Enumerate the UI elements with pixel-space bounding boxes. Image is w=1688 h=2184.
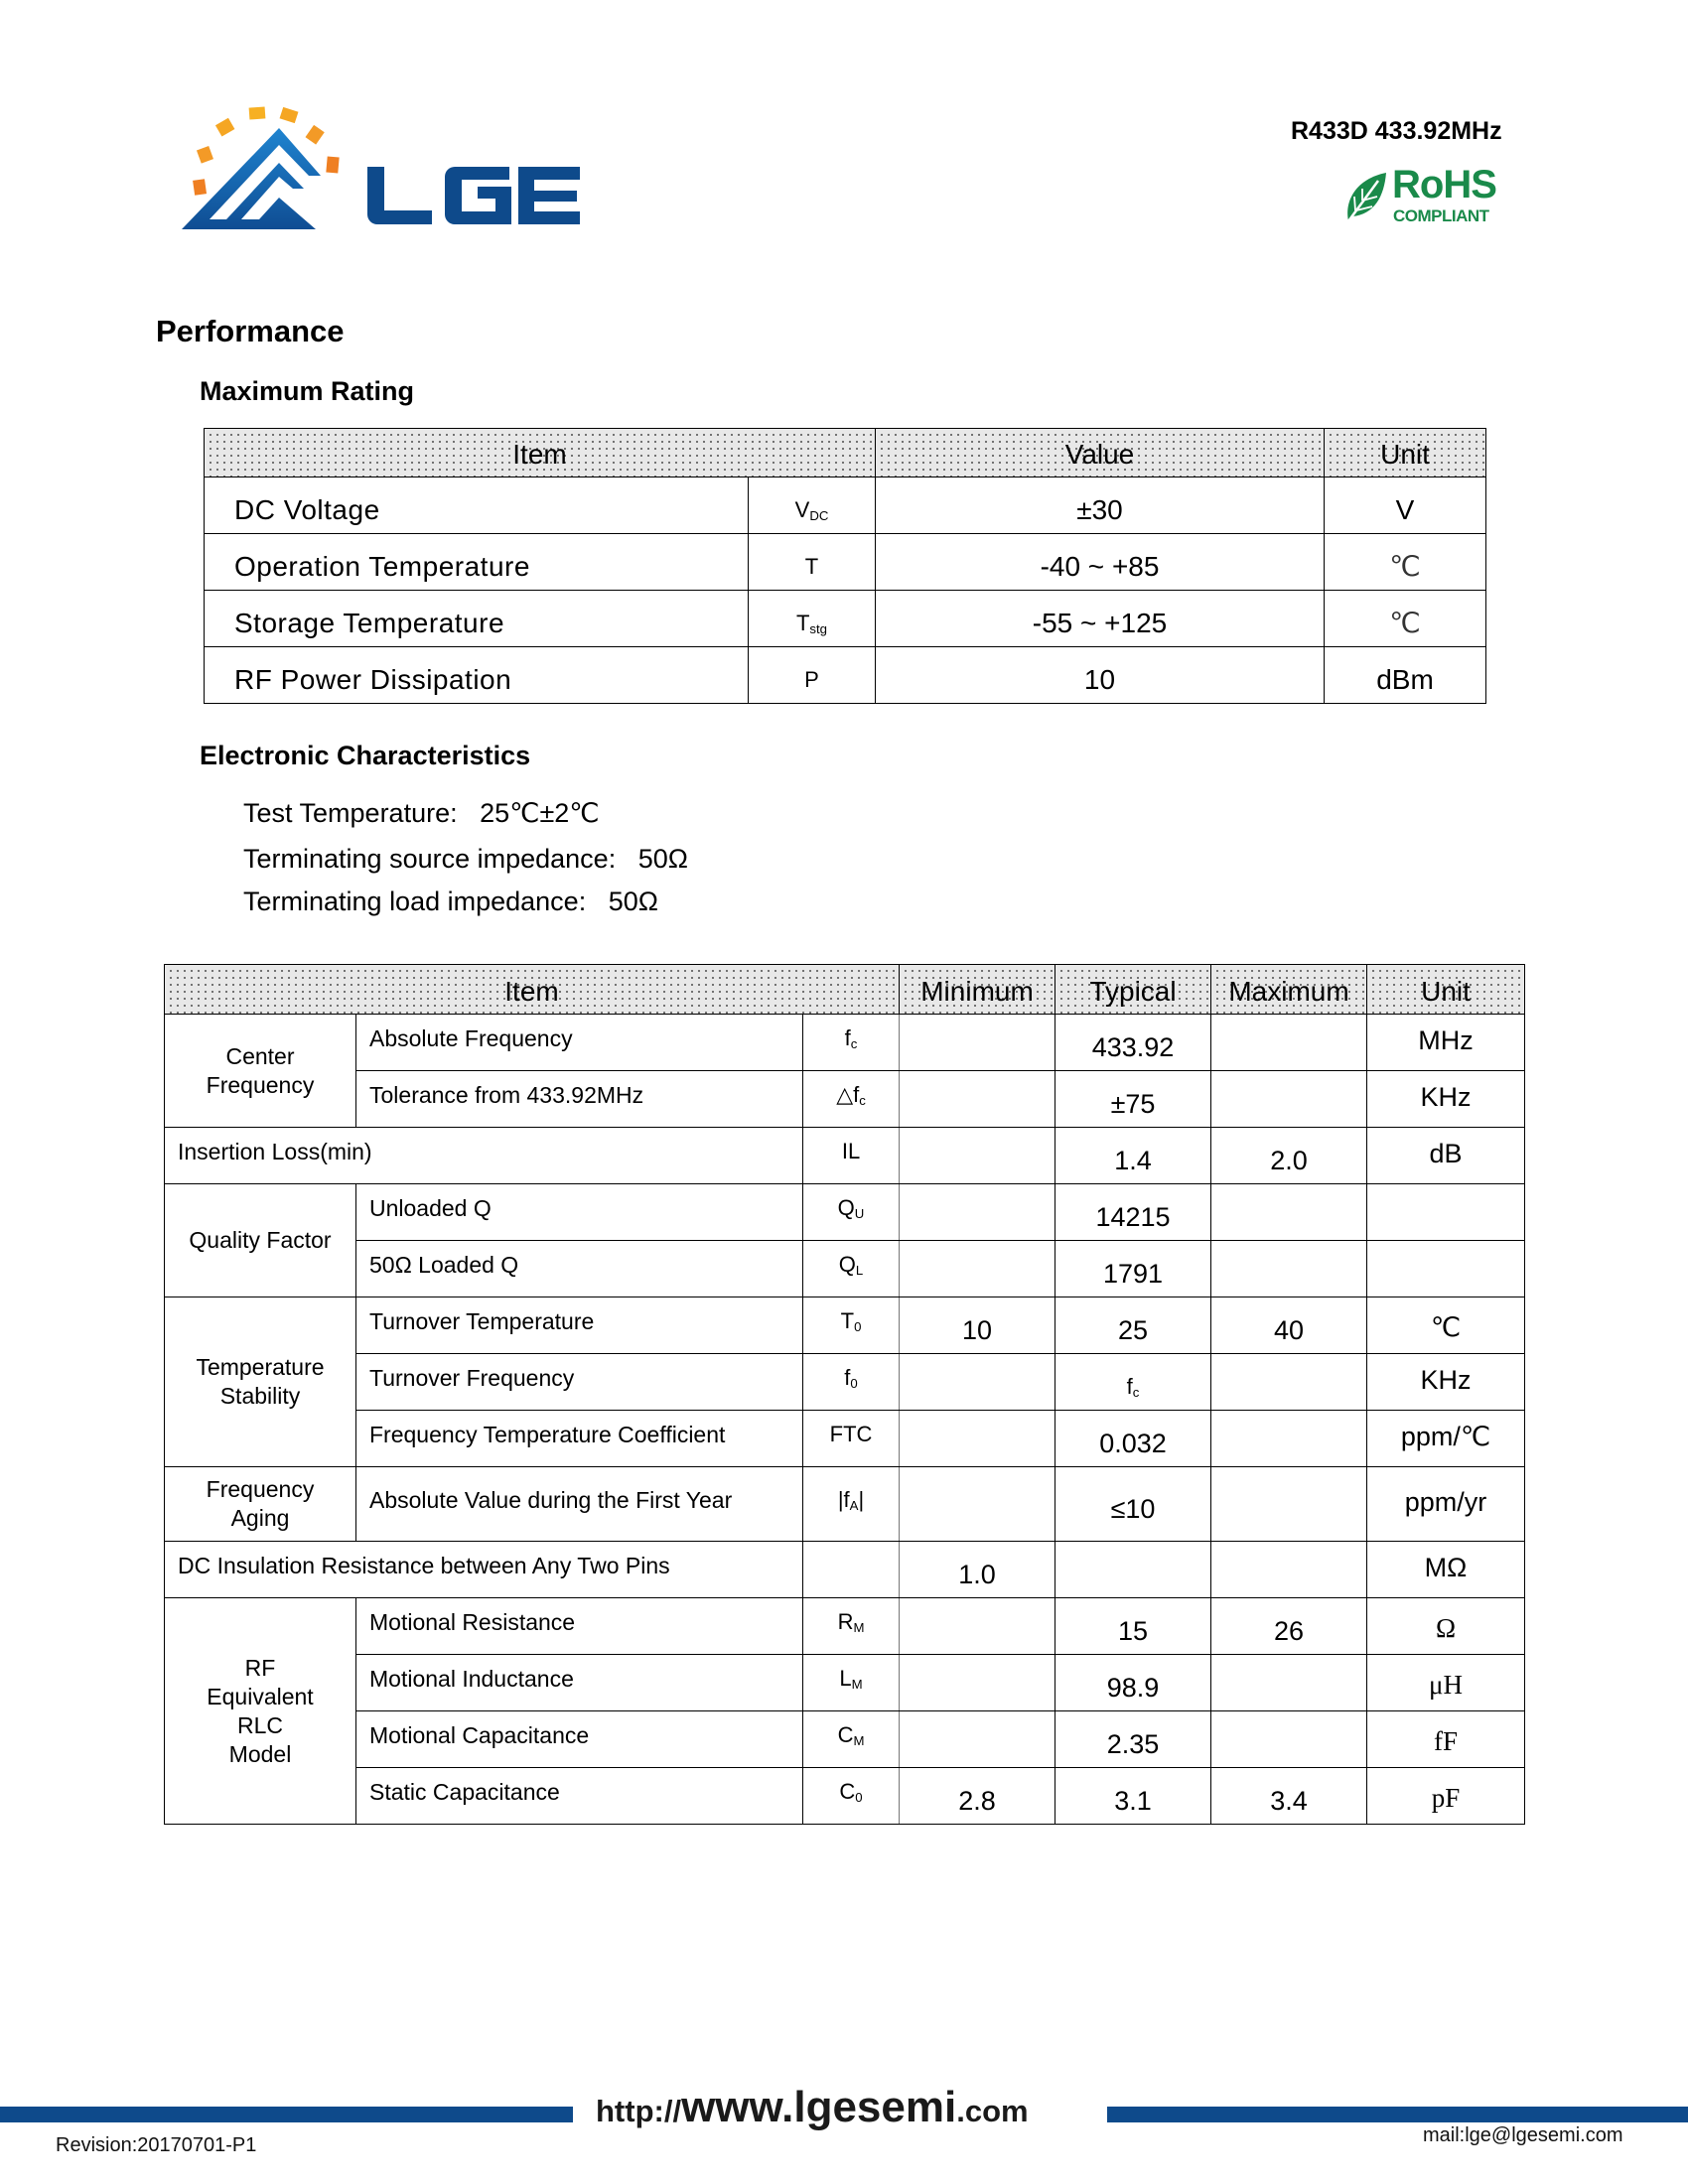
item-symbol [803,1184,900,1241]
value-minimum [900,1241,1055,1297]
table-row [165,1241,1525,1297]
item-symbol [803,1128,900,1184]
symbol-base: C [837,1722,854,1747]
value-minimum [900,1467,1055,1542]
table-row [205,478,1486,534]
item-name: Unloaded Q [356,1184,803,1241]
revision-label: Revision:20170701-P1 [56,2134,257,2156]
group-label-line: Model [228,1740,292,1767]
value-minimum [900,1128,1055,1184]
header-maximum [1211,965,1367,1015]
table-row [165,1542,1525,1598]
header-label: Unit [1421,975,1471,1007]
group-label-line: Center [225,1042,295,1069]
item-symbol [803,1297,900,1354]
value-maximum [1211,1467,1367,1542]
electronic-characteristics-table [164,964,1525,1825]
group-label-frequency-aging [165,1467,356,1542]
section-title-performance: Performance [156,314,345,348]
item-symbol [803,1354,900,1411]
value-minimum: 1.0 [900,1542,1055,1598]
header-item [165,965,900,1015]
table-row [165,1128,1525,1184]
value-typical: ≤10 [1055,1467,1211,1542]
value-maximum: 3.4 [1211,1768,1367,1825]
symbol-suffix: | [858,1487,865,1512]
symbol-base: Q [837,1195,855,1220]
symbol-subscript: U [854,1206,865,1221]
table-row [205,591,1486,647]
group-label-line: RF [244,1654,276,1681]
value-maximum [1211,1015,1367,1071]
table-row [165,1297,1525,1354]
value-maximum [1211,1411,1367,1467]
value-unit: ppm/℃ [1367,1411,1525,1467]
value-typical: 0.032 [1055,1411,1211,1467]
test-condition-source-impedance: Terminating source impedance: 50Ω [243,844,688,874]
item-symbol [749,534,876,591]
subsection-title-maximum-rating: Maximum Rating [200,376,415,406]
value-unit: μH [1367,1655,1525,1711]
value-typical: 1.4 [1055,1128,1211,1184]
item-name: Frequency Temperature Coefficient [356,1411,803,1467]
footer-mail-link[interactable]: mail:lge@lgesemi.com [1423,2124,1623,2146]
symbol-base: Q [838,1252,856,1277]
item-name: Tolerance from 433.92MHz [356,1071,803,1128]
table-row [165,1768,1525,1825]
subsection-title-electronic-characteristics: Electronic Characteristics [200,741,531,770]
item-symbol [749,647,876,704]
item-name: RF Power Dissipation [205,647,749,704]
value-typical: 3.1 [1055,1768,1211,1825]
value-unit: KHz [1367,1354,1525,1411]
header-label: Item [504,975,559,1007]
value-maximum [1211,1071,1367,1128]
value-unit: ℃ [1367,1297,1525,1354]
value-maximum [1211,1655,1367,1711]
table-row [165,1655,1525,1711]
item-symbol [803,1411,900,1467]
value-minimum: 10 [900,1297,1055,1354]
header-item [205,429,876,478]
item-symbol [803,1768,900,1825]
group-label-line: Equivalent [207,1683,314,1709]
item-name: 50Ω Loaded Q [356,1241,803,1297]
symbol-base: L [839,1666,852,1691]
value-unit: MΩ [1367,1542,1525,1598]
header-label: Maximum [1228,975,1349,1007]
value-typical: 433.92 [1055,1015,1211,1071]
item-name: Operation Temperature [205,534,749,591]
group-label-line: Frequency [206,1476,315,1502]
symbol-subscript: c [859,1093,866,1108]
item-symbol [803,1598,900,1655]
header-value [876,429,1325,478]
table-row [165,1184,1525,1241]
symbol-subscript: c [1132,1385,1140,1400]
group-label-line: Stability [219,1383,301,1409]
symbol-base: T [840,1308,855,1333]
header-label: Typical [1089,975,1177,1007]
table-row [205,534,1486,591]
symbol-base: T [795,611,810,635]
table-row [165,1411,1525,1467]
item-name: Static Capacitance [356,1768,803,1825]
value-typical: 25 [1055,1297,1211,1354]
item-value: -40 ~ +85 [876,534,1325,591]
value-minimum [900,1071,1055,1128]
table-row [165,1711,1525,1768]
item-name: Motional Capacitance [356,1711,803,1768]
value-unit: pF [1367,1768,1525,1825]
value-unit: Ω [1367,1598,1525,1655]
group-label-center-frequency [165,1015,356,1128]
item-symbol [803,1071,900,1128]
symbol-subscript: M [853,1620,865,1635]
symbol-base: f [844,1025,851,1050]
table-header-row [165,965,1525,1015]
group-label-line: Aging [230,1505,290,1531]
value-minimum [900,1598,1055,1655]
header-minimum [900,965,1055,1015]
document-title: R433D 433.92MHz [1291,117,1502,145]
item-name: Turnover Temperature [356,1297,803,1354]
symbol-base: f [1126,1374,1133,1399]
symbol-base: C [839,1779,856,1804]
symbol-base: IL [841,1139,861,1163]
header-label: Item [512,439,567,470]
header-label: Value [1064,439,1135,470]
value-unit: fF [1367,1711,1525,1768]
item-symbol [749,478,876,534]
value-typical: 98.9 [1055,1655,1211,1711]
table-row [205,647,1486,704]
symbol-base: T [804,554,819,579]
symbol-subscript: 0 [850,1376,858,1391]
value-minimum [900,1015,1055,1071]
symbol-base: f [844,1365,851,1390]
item-unit: ℃ [1325,534,1486,591]
table-header-row [205,429,1486,478]
value-unit: MHz [1367,1015,1525,1071]
item-name: Absolute Frequency [356,1015,803,1071]
header-unit [1367,965,1525,1015]
group-label-rlc-model [165,1598,356,1825]
footer-bar-right [1107,2107,1688,2122]
symbol-subscript: M [853,1733,865,1748]
leaf-icon [1342,171,1388,226]
value-unit: dB [1367,1128,1525,1184]
symbol-subscript: 0 [855,1790,863,1805]
value-unit [1367,1241,1525,1297]
symbol-subscript: A [849,1498,859,1513]
group-label-line: RLC [236,1711,283,1738]
value-maximum [1211,1184,1367,1241]
symbol-base: R [837,1609,854,1634]
item-name: Turnover Frequency [356,1354,803,1411]
value-typical: 1791 [1055,1241,1211,1297]
item-value: -55 ~ +125 [876,591,1325,647]
symbol-base: FTC [829,1422,873,1446]
value-typical: 15 [1055,1598,1211,1655]
item-unit: ℃ [1325,591,1486,647]
value-minimum [900,1354,1055,1411]
symbol-subscript: 0 [854,1319,862,1334]
rohs-badge [1342,163,1521,228]
table-row [165,1071,1525,1128]
test-condition-temperature: Test Temperature: 25℃±2℃ [243,798,600,828]
item-unit: dBm [1325,647,1486,704]
item-symbol [803,1711,900,1768]
symbol-subscript: M [851,1677,863,1692]
value-minimum [900,1655,1055,1711]
item-name: Motional Inductance [356,1655,803,1711]
group-label-temperature-stability [165,1297,356,1467]
item-value: 10 [876,647,1325,704]
symbol-subscript: stg [809,621,828,636]
symbol-base: |f [837,1487,850,1512]
item-name: Storage Temperature [205,591,749,647]
url-domain: www.lgesemi [681,2083,957,2131]
symbol-base: V [794,497,810,522]
table-row [165,1467,1525,1542]
symbol-base: △f [836,1082,860,1107]
rohs-compliant-label: COMPLIANT [1393,206,1489,225]
table-row [165,1598,1525,1655]
item-name: Insertion Loss(min) [165,1128,803,1184]
value-maximum [1211,1241,1367,1297]
value-unit: ppm/yr [1367,1467,1525,1542]
value-typical: ±75 [1055,1071,1211,1128]
header-typical [1055,965,1211,1015]
group-label-line: Quality Factor [189,1227,332,1253]
value-typical [1055,1354,1211,1411]
item-symbol [803,1241,900,1297]
item-name: Absolute Value during the First Year [356,1467,803,1542]
item-symbol [803,1015,900,1071]
item-name: DC Insulation Resistance between Any Two Pins [165,1542,803,1598]
maximum-rating-table [204,428,1486,704]
footer-website-link[interactable] [596,2083,1029,2132]
lge-logo-icon [182,85,351,234]
header-label: Unit [1380,439,1430,470]
lge-logo-text [367,161,581,230]
value-maximum [1211,1354,1367,1411]
value-maximum: 40 [1211,1297,1367,1354]
item-name: Motional Resistance [356,1598,803,1655]
value-typical: 14215 [1055,1184,1211,1241]
mountain-chevrons [182,128,321,229]
item-name: DC Voltage [205,478,749,534]
group-label-line: Frequency [206,1071,315,1098]
item-value: ±30 [876,478,1325,534]
value-maximum [1211,1711,1367,1768]
value-minimum [900,1411,1055,1467]
header-label: Minimum [920,975,1034,1007]
table-row [165,1015,1525,1071]
value-maximum: 26 [1211,1598,1367,1655]
value-typical [1055,1542,1211,1598]
item-symbol [803,1655,900,1711]
item-symbol [803,1542,900,1598]
symbol-subscript: L [855,1263,864,1278]
item-symbol [749,591,876,647]
rohs-label: RoHS [1392,163,1496,206]
table-row [165,1354,1525,1411]
footer-bar-left [0,2107,573,2122]
value-unit [1367,1184,1525,1241]
value-minimum [900,1184,1055,1241]
value-maximum [1211,1542,1367,1598]
item-symbol [803,1467,900,1542]
group-label-line: Temperature [196,1354,325,1380]
url-suffix: .com [956,2094,1029,2128]
value-minimum: 2.8 [900,1768,1055,1825]
symbol-subscript: DC [809,508,829,523]
value-minimum [900,1711,1055,1768]
symbol-subscript: c [850,1036,858,1051]
symbol-base: P [804,667,819,692]
url-prefix: http:// [596,2094,682,2128]
group-label-quality-factor [165,1184,356,1297]
value-typical: 2.35 [1055,1711,1211,1768]
item-unit: V [1325,478,1486,534]
value-maximum: 2.0 [1211,1128,1367,1184]
header-unit [1325,429,1486,478]
value-unit: KHz [1367,1071,1525,1128]
test-condition-load-impedance: Terminating load impedance: 50Ω [243,887,658,916]
